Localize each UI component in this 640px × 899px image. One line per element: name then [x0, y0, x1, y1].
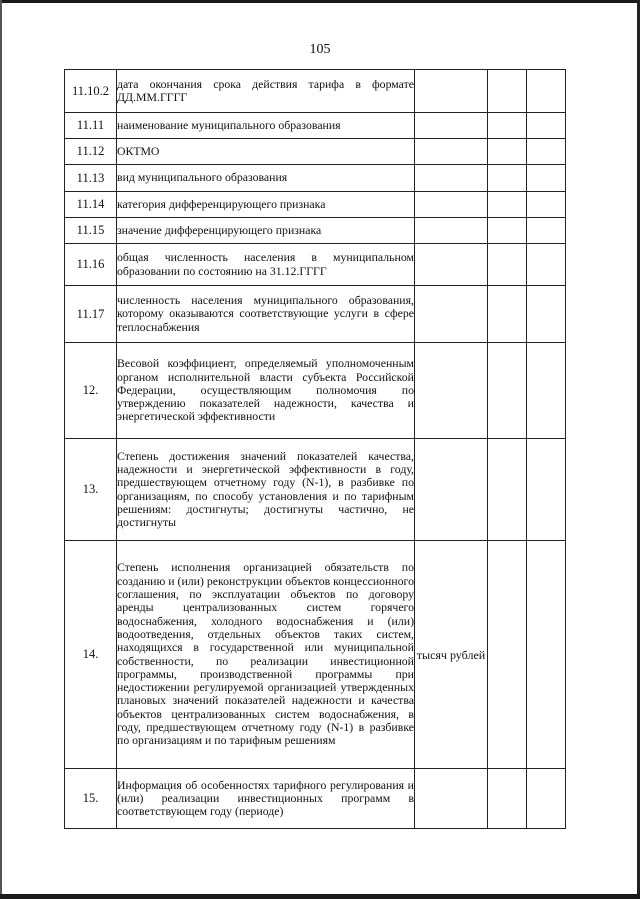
value-cell — [488, 244, 527, 286]
value-cell — [488, 286, 527, 343]
row-unit — [415, 218, 488, 244]
row-description: Степень исполнения организацией обязательств по созданию и (или) реконструкции объектов концессионного соглашения, по эксплуатации объектов по договору аренды централизованных систем горячего водоснабжения, холодного водоснабжения и (или) водоотведения, отдельных объектов таких систем, находящихся в государственной или муниципальной собственности, по реализации инвестиционной программы, производственной программы при недостижении регулируемой организацией утвержденных плановых значений показателей надежности и качества объектов централизованных систем водоснабжения, в году, предшествующем отчетному году (N-1) в разбивке по организациям и по тарифным решениям — [117, 541, 415, 769]
table-row — [65, 218, 566, 244]
value-cell — [527, 343, 566, 439]
row-unit — [415, 139, 488, 165]
row-unit — [415, 113, 488, 139]
value-cell — [488, 343, 527, 439]
row-unit — [415, 286, 488, 343]
row-unit — [415, 165, 488, 192]
row-description: Информация об особенностях тарифного регулирования и (или) реализации инвестиционных программ в соответствующем году (периоде) — [117, 769, 415, 829]
row-number: 11.12 — [65, 139, 117, 165]
row-description: общая численность населения в муниципальном образовании по состоянию на 31.12.ГГГГ — [117, 244, 415, 286]
value-cell — [488, 769, 527, 829]
table-row — [65, 439, 566, 541]
value-cell — [527, 541, 566, 769]
value-cell — [527, 113, 566, 139]
table-row — [65, 70, 566, 113]
table-row — [65, 244, 566, 286]
row-unit — [415, 192, 488, 218]
value-cell — [527, 439, 566, 541]
value-cell — [488, 165, 527, 192]
row-number: 14. — [65, 541, 117, 769]
row-description: категория дифференцирующего признака — [117, 192, 415, 218]
table-row — [65, 192, 566, 218]
table-row — [65, 769, 566, 829]
value-cell — [488, 218, 527, 244]
scan-edge-bottom — [0, 894, 640, 899]
value-cell — [527, 769, 566, 829]
value-cell — [488, 439, 527, 541]
row-description: наименование муниципального образования — [117, 113, 415, 139]
row-description: вид муниципального образования — [117, 165, 415, 192]
row-unit — [415, 244, 488, 286]
value-cell — [527, 286, 566, 343]
row-number: 11.16 — [65, 244, 117, 286]
row-number: 15. — [65, 769, 117, 829]
row-number: 11.15 — [65, 218, 117, 244]
value-cell — [488, 70, 527, 113]
row-description: Весовой коэффициент, определяемый уполномоченным органом исполнительной власти субъекта Российской Федерации, осуществляющим полномочия по утверждению показателей надежности, качества и энергетической эффективности — [117, 343, 415, 439]
value-cell — [527, 70, 566, 113]
scan-edge-left — [0, 0, 2, 899]
row-unit — [415, 769, 488, 829]
table-row — [65, 286, 566, 343]
value-cell — [488, 192, 527, 218]
page-number: 105 — [309, 42, 331, 57]
value-cell — [527, 139, 566, 165]
indicator-table — [64, 69, 566, 829]
row-unit — [415, 343, 488, 439]
value-cell — [527, 192, 566, 218]
row-number: 11.14 — [65, 192, 117, 218]
value-cell — [488, 541, 527, 769]
scan-edge-top — [0, 0, 640, 3]
value-cell — [488, 113, 527, 139]
table-row — [65, 165, 566, 192]
row-number: 13. — [65, 439, 117, 541]
table-row — [65, 139, 566, 165]
table-row — [65, 541, 566, 769]
row-number: 11.10.2 — [65, 70, 117, 113]
row-number: 12. — [65, 343, 117, 439]
value-cell — [527, 244, 566, 286]
row-unit — [415, 70, 488, 113]
row-unit — [415, 439, 488, 541]
row-description: дата окончания срока действия тарифа в формате ДД.ММ.ГГГГ — [117, 70, 415, 113]
value-cell — [527, 218, 566, 244]
table-row — [65, 343, 566, 439]
row-description: Степень достижения значений показателей качества, надежности и энергетической эффективности в году, предшествующем отчетному году (N-1), в разбивке по организациям, по способу установления и по тарифным решениям: достигнуты; достигнуты частично, не достигнуты — [117, 439, 415, 541]
row-description: численность населения муниципального образования, которому оказываются соответствующие услуги в сфере теплоснабжения — [117, 286, 415, 343]
table-row — [65, 113, 566, 139]
value-cell — [488, 139, 527, 165]
row-description: значение дифференцирующего признака — [117, 218, 415, 244]
row-number: 11.13 — [65, 165, 117, 192]
row-number: 11.11 — [65, 113, 117, 139]
value-cell — [527, 165, 566, 192]
row-unit: тысяч рублей — [415, 541, 488, 769]
row-number: 11.17 — [65, 286, 117, 343]
row-description: ОКТМО — [117, 139, 415, 165]
